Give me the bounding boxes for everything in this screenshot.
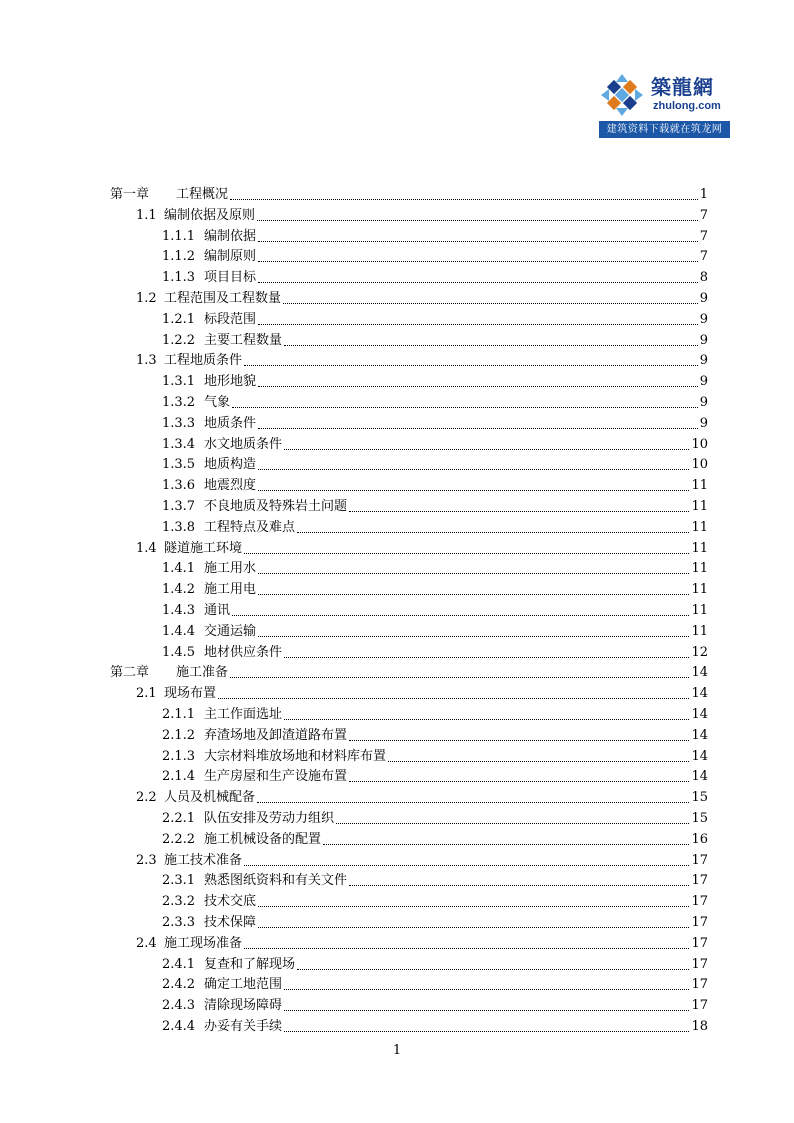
toc-entry-page: 15 bbox=[691, 811, 708, 826]
toc-entry-title: 编制依据 bbox=[204, 228, 257, 244]
toc-entry[interactable] bbox=[162, 1017, 708, 1037]
toc-entry[interactable] bbox=[162, 747, 708, 767]
toc-entry[interactable] bbox=[162, 767, 708, 787]
toc-leader-dots bbox=[284, 344, 698, 346]
toc-leader-dots bbox=[283, 302, 698, 304]
toc-entry[interactable] bbox=[162, 622, 708, 642]
toc-entry-page: 14 bbox=[691, 707, 708, 722]
toc-entry-number: 2.2.1 bbox=[162, 811, 196, 826]
toc-leader-dots bbox=[230, 676, 689, 678]
toc-entry-title: 水文地质条件 bbox=[204, 436, 283, 452]
toc-entry-number: 2.4 bbox=[136, 935, 157, 951]
toc-entry[interactable] bbox=[162, 476, 708, 496]
toc-entry-title: 大宗材料堆放场地和材料库布置 bbox=[204, 748, 387, 764]
toc-entry-title: 施工用水 bbox=[204, 561, 257, 577]
toc-entry-title: 地形地貌 bbox=[204, 374, 257, 390]
toc-leader-dots bbox=[258, 468, 689, 470]
toc-entry-number: 2.1.1 bbox=[162, 707, 196, 722]
toc-entry-page: 11 bbox=[691, 519, 708, 535]
toc-entry-title: 施工准备 bbox=[176, 665, 229, 681]
toc-entry-title: 弃渣场地及卸渣道路布置 bbox=[204, 727, 348, 743]
toc-entry-title: 确定工地范围 bbox=[204, 977, 283, 993]
toc-entry-number: 1.1.1 bbox=[162, 228, 196, 244]
toc-entry[interactable] bbox=[162, 975, 708, 995]
toc-entry-title: 施工用电 bbox=[204, 582, 257, 598]
toc-entry-title: 隧道施工环境 bbox=[164, 540, 243, 556]
toc-entry-title: 技术交底 bbox=[204, 894, 257, 910]
toc-entry[interactable] bbox=[162, 372, 708, 392]
toc-entry-page: 15 bbox=[691, 790, 708, 806]
toc-entry-title: 工程范围及工程数量 bbox=[164, 291, 282, 306]
toc-entry[interactable] bbox=[162, 871, 708, 891]
toc-entry-title: 施工机械设备的配置 bbox=[204, 831, 322, 847]
toc-entry-page: 11 bbox=[691, 582, 708, 598]
toc-entry-page: 17 bbox=[691, 935, 708, 951]
toc-leader-dots bbox=[258, 260, 698, 262]
toc-leader-dots bbox=[297, 968, 689, 970]
toc-entry-page: 18 bbox=[691, 1019, 708, 1034]
toc-entry[interactable] bbox=[162, 435, 708, 455]
toc-entry-title: 地震烈度 bbox=[204, 478, 257, 494]
toc-entry-number: 2.1.2 bbox=[162, 727, 196, 743]
logo-brand-chinese: 築龍網 bbox=[651, 75, 714, 99]
toc-entry-number: 1.1.3 bbox=[162, 270, 196, 286]
toc-entry-title: 现场布置 bbox=[164, 686, 217, 702]
toc-entry[interactable] bbox=[162, 913, 708, 933]
toc-entry-number: 第一章 bbox=[110, 187, 150, 202]
toc-entry-page: 9 bbox=[699, 332, 708, 348]
toc-entry-number: 2.4.1 bbox=[162, 956, 196, 972]
toc-entry-title: 生产房屋和生产设施布置 bbox=[204, 769, 348, 785]
zhulong-logo-mark-icon bbox=[599, 72, 645, 118]
toc-leader-dots bbox=[284, 718, 689, 720]
toc-entry-number: 2.4.4 bbox=[162, 1019, 196, 1034]
toc-entry-title: 工程地质条件 bbox=[164, 353, 243, 369]
toc-leader-dots bbox=[258, 572, 689, 574]
toc-entry-number: 2.1 bbox=[136, 686, 157, 702]
toc-entry-title: 交通运输 bbox=[204, 623, 257, 639]
toc-leader-dots bbox=[258, 323, 698, 325]
toc-entry-page: 10 bbox=[691, 457, 708, 473]
toc-entry-number: 1.3 bbox=[136, 353, 157, 369]
toc-entry[interactable] bbox=[162, 892, 708, 912]
toc-entry-number: 2.3.3 bbox=[162, 915, 196, 930]
toc-entry-number: 1.3.4 bbox=[162, 436, 196, 452]
toc-entry-page: 10 bbox=[691, 436, 708, 452]
toc-entry-page: 9 bbox=[699, 291, 708, 306]
toc-leader-dots bbox=[258, 489, 689, 491]
toc-entry[interactable] bbox=[136, 851, 708, 871]
toc-leader-dots bbox=[244, 947, 689, 949]
toc-entry-title: 主要工程数量 bbox=[204, 332, 283, 348]
toc-entry[interactable] bbox=[110, 663, 708, 683]
toc-entry-page: 14 bbox=[691, 748, 708, 764]
toc-entry-title: 编制依据及原则 bbox=[164, 207, 256, 223]
toc-leader-dots bbox=[284, 988, 689, 990]
toc-entry-page: 8 bbox=[699, 270, 708, 286]
toc-entry[interactable] bbox=[136, 289, 708, 309]
toc-entry[interactable] bbox=[136, 934, 708, 954]
toc-entry-number: 2.3.2 bbox=[162, 894, 196, 910]
toc-leader-dots bbox=[244, 364, 698, 366]
toc-entry-page: 7 bbox=[699, 228, 708, 244]
toc-entry[interactable] bbox=[136, 684, 708, 704]
toc-entry[interactable] bbox=[136, 539, 708, 559]
logo-brand-url: zhulong.com bbox=[653, 100, 721, 112]
toc-entry-page: 9 bbox=[699, 353, 708, 369]
toc-entry-page: 11 bbox=[691, 561, 708, 577]
toc-entry-page: 17 bbox=[691, 873, 708, 889]
toc-leader-dots bbox=[230, 198, 698, 200]
toc-entry-title: 办妥有关手续 bbox=[204, 1019, 283, 1034]
toc-leader-dots bbox=[284, 448, 689, 450]
toc-entry-page: 12 bbox=[691, 644, 708, 660]
toc-entry-page: 17 bbox=[691, 977, 708, 993]
toc-entry-title: 技术保障 bbox=[204, 915, 257, 930]
toc-entry-title: 项目目标 bbox=[204, 270, 257, 286]
toc-entry-number: 1.4.4 bbox=[162, 623, 196, 639]
toc-entry-number: 1.3.7 bbox=[162, 499, 196, 514]
toc-leader-dots bbox=[349, 739, 689, 741]
toc-entry-page: 7 bbox=[699, 249, 708, 265]
toc-entry-number: 1.4.3 bbox=[162, 603, 196, 618]
toc-entry-page: 17 bbox=[691, 894, 708, 910]
toc-entry-title: 通讯 bbox=[204, 603, 231, 618]
toc-entry-page: 9 bbox=[699, 311, 708, 327]
toc-entry-page: 9 bbox=[699, 374, 708, 390]
toc-entry[interactable] bbox=[162, 955, 708, 975]
toc-entry-page: 9 bbox=[699, 415, 708, 431]
toc-entry-number: 1.2.1 bbox=[162, 311, 196, 327]
toc-entry-number: 1.4.2 bbox=[162, 582, 196, 598]
toc-entry[interactable] bbox=[136, 206, 708, 226]
toc-leader-dots bbox=[349, 780, 689, 782]
toc-entry[interactable] bbox=[162, 268, 708, 288]
toc-leader-dots bbox=[257, 219, 698, 221]
toc-entry[interactable] bbox=[110, 185, 708, 205]
toc-entry[interactable] bbox=[162, 726, 708, 746]
toc-entry-title: 不良地质及特殊岩土问题 bbox=[204, 499, 348, 514]
toc-entry-number: 1.1 bbox=[136, 207, 157, 223]
toc-entry[interactable] bbox=[136, 788, 708, 808]
toc-entry-page: 17 bbox=[691, 998, 708, 1014]
toc-entry[interactable] bbox=[162, 643, 708, 663]
toc-entry-title: 复查和了解现场 bbox=[204, 956, 296, 972]
toc-leader-dots bbox=[257, 801, 689, 803]
toc-leader-dots bbox=[258, 593, 689, 595]
toc-leader-dots bbox=[349, 884, 689, 886]
toc-entry-page: 1 bbox=[699, 187, 708, 202]
toc-entry-page: 11 bbox=[691, 540, 708, 556]
toc-entry[interactable] bbox=[162, 331, 708, 351]
toc-leader-dots bbox=[349, 510, 689, 512]
toc-entry-number: 2.3 bbox=[136, 852, 157, 868]
toc-leader-dots bbox=[336, 822, 689, 824]
toc-entry-title: 队伍安排及劳动力组织 bbox=[204, 811, 335, 826]
toc-entry-page: 11 bbox=[691, 478, 708, 494]
toc-entry-page: 11 bbox=[691, 499, 708, 514]
toc-entry-page: 17 bbox=[691, 915, 708, 930]
toc-entry-number: 2.2 bbox=[136, 790, 157, 806]
toc-entry-title: 编制原则 bbox=[204, 249, 257, 265]
toc-entry[interactable] bbox=[162, 393, 708, 413]
toc-leader-dots bbox=[258, 926, 689, 928]
toc-entry[interactable] bbox=[162, 830, 708, 850]
toc-entry-title: 地材供应条件 bbox=[204, 644, 283, 660]
toc-entry[interactable] bbox=[162, 559, 708, 579]
toc-leader-dots bbox=[244, 552, 689, 554]
toc-leader-dots bbox=[218, 697, 689, 699]
toc-entry[interactable] bbox=[136, 351, 708, 371]
toc-entry-title: 工程特点及难点 bbox=[204, 519, 296, 535]
toc-entry-page: 11 bbox=[691, 623, 708, 639]
toc-entry-page: 16 bbox=[691, 831, 708, 847]
toc-entry-title: 熟悉图纸资料和有关文件 bbox=[204, 873, 348, 889]
toc-entry-number: 1.3.8 bbox=[162, 519, 196, 535]
toc-entry-title: 地质条件 bbox=[204, 415, 257, 431]
toc-entry-page: 11 bbox=[691, 603, 708, 618]
logo-slogan-banner: 建筑资料下载就在筑龙网 bbox=[599, 121, 730, 138]
toc-entry-number: 1.1.2 bbox=[162, 249, 196, 265]
toc-leader-dots bbox=[258, 427, 698, 429]
toc-entry[interactable] bbox=[162, 455, 708, 475]
toc-entry[interactable] bbox=[162, 996, 708, 1016]
toc-entry-page: 14 bbox=[691, 665, 708, 681]
toc-leader-dots bbox=[284, 656, 689, 658]
toc-entry-page: 14 bbox=[691, 686, 708, 702]
toc-entry[interactable] bbox=[162, 518, 708, 538]
toc-entry-number: 1.3.3 bbox=[162, 415, 196, 431]
zhulong-logo bbox=[599, 72, 730, 138]
toc-entry-number: 2.1.4 bbox=[162, 769, 196, 785]
toc-entry-title: 工程概况 bbox=[176, 187, 229, 202]
toc-entry[interactable] bbox=[162, 580, 708, 600]
toc-entry[interactable] bbox=[162, 310, 708, 330]
toc-entry-page: 14 bbox=[691, 769, 708, 785]
toc-entry-number: 1.3.5 bbox=[162, 457, 196, 473]
toc-entry-page: 14 bbox=[691, 727, 708, 743]
toc-entry-number: 1.3.6 bbox=[162, 478, 196, 494]
toc-entry-number: 1.2 bbox=[136, 291, 157, 306]
toc-entry-title: 施工技术准备 bbox=[164, 852, 243, 868]
toc-leader-dots bbox=[258, 905, 689, 907]
toc-entry[interactable] bbox=[162, 809, 708, 829]
toc-entry-title: 施工现场准备 bbox=[164, 935, 243, 951]
toc-leader-dots bbox=[284, 1009, 689, 1011]
toc-entry-title: 标段范围 bbox=[204, 311, 257, 327]
toc-entry[interactable] bbox=[162, 705, 708, 725]
toc-entry-number: 1.4.1 bbox=[162, 561, 196, 577]
toc-leader-dots bbox=[258, 281, 698, 283]
toc-leader-dots bbox=[323, 843, 689, 845]
toc-leader-dots bbox=[297, 531, 689, 533]
toc-entry-title: 人员及机械配备 bbox=[164, 790, 256, 806]
toc-entry[interactable] bbox=[162, 414, 708, 434]
toc-entry-number: 2.2.2 bbox=[162, 831, 196, 847]
toc-entry-title: 主工作面选址 bbox=[204, 707, 283, 722]
toc-leader-dots bbox=[258, 240, 698, 242]
page-number: 1 bbox=[392, 1043, 402, 1058]
toc-entry-page: 17 bbox=[691, 956, 708, 972]
toc-leader-dots bbox=[284, 1030, 689, 1032]
toc-entry-number: 2.4.3 bbox=[162, 998, 196, 1014]
toc-leader-dots bbox=[388, 760, 689, 762]
toc-entry-page: 7 bbox=[699, 207, 708, 223]
toc-entry[interactable] bbox=[162, 497, 708, 517]
toc-entry-number: 2.1.3 bbox=[162, 748, 196, 764]
toc-entry-number: 1.3.2 bbox=[162, 395, 196, 410]
toc-entry[interactable] bbox=[162, 227, 708, 247]
toc-entry-number: 2.3.1 bbox=[162, 873, 196, 889]
toc-entry-title: 清除现场障碍 bbox=[204, 998, 283, 1014]
toc-entry-number: 2.4.2 bbox=[162, 977, 196, 993]
toc-entry-page: 9 bbox=[699, 395, 708, 410]
toc-leader-dots bbox=[258, 385, 698, 387]
toc-leader-dots bbox=[232, 614, 689, 616]
toc-leader-dots bbox=[232, 406, 698, 408]
toc-entry-number: 1.4.5 bbox=[162, 644, 196, 660]
toc-entry-number: 1.4 bbox=[136, 540, 157, 556]
toc-entry[interactable] bbox=[162, 601, 708, 621]
toc-entry-number: 第二章 bbox=[110, 665, 150, 681]
toc-entry-number: 1.2.2 bbox=[162, 332, 196, 348]
toc-entry-number: 1.3.1 bbox=[162, 374, 196, 390]
toc-leader-dots bbox=[244, 864, 689, 866]
toc-entry-page: 17 bbox=[691, 852, 708, 868]
toc-entry[interactable] bbox=[162, 247, 708, 267]
toc-entry-title: 气象 bbox=[204, 395, 231, 410]
toc-leader-dots bbox=[258, 635, 689, 637]
toc-entry-title: 地质构造 bbox=[204, 457, 257, 473]
